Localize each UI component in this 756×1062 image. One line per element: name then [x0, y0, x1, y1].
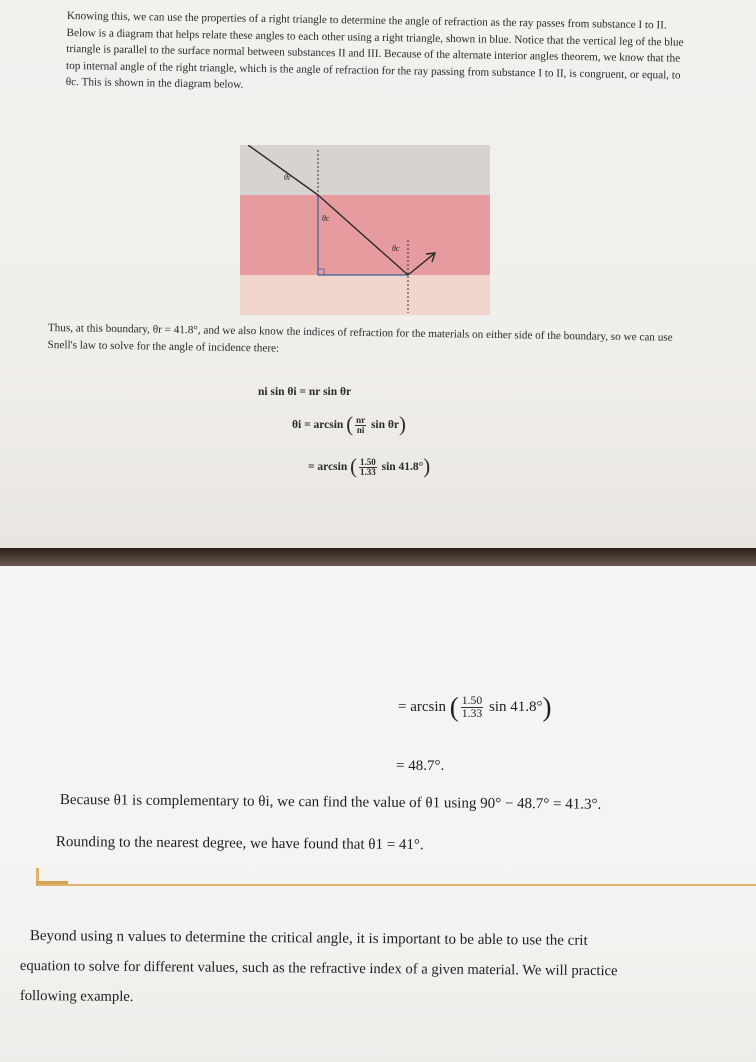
next-section-line-2: equation to solve for different values, such as the refractive index of a given material. We will practice [19, 958, 618, 980]
snell-law-equation: ni sin θi = nr sin θr [258, 386, 352, 398]
fraction-denominator: 1.33 [461, 707, 483, 720]
numeric-fraction [359, 458, 377, 477]
fraction-numerator: 1.50 [461, 694, 483, 708]
eq4-lhs: = arcsin [398, 698, 447, 715]
fraction-denominator: 1.33 [360, 467, 376, 477]
example-box-divider [38, 884, 756, 886]
open-paren: ( [346, 414, 354, 436]
close-paren: ) [399, 414, 406, 436]
substance-i-layer [240, 145, 490, 195]
intro-paragraph: Knowing this, we can use the properties of a right triangle to determine the angle of refraction as the ray passes from substance I to II. Below is a diagram that helps relate these angles to each other using a right triangle, shown in blue. Notice that the vertical leg of the blue triangle is parallel to the surface normal between substances II and III. Because of the alternate interior angles theorem, we know that the top internal angle of the right triangle, which is the angle of refraction for the ray passing from substance I to II, is congruent, or equal, to θc. This is shown in the diagram below. [65, 9, 684, 91]
refraction-diagram [240, 145, 490, 315]
label-theta-i: θi [284, 173, 291, 182]
substance-ii-layer [240, 195, 490, 275]
arcsin-numeric-equation-continued [398, 692, 552, 723]
next-section-line-3: following example. [19, 988, 134, 1005]
eq4-tail: sin 41.8° [488, 698, 543, 715]
label-theta-c-bottom: θc [392, 244, 400, 253]
numeric-fraction [461, 695, 483, 719]
substance-iii-layer [240, 275, 490, 315]
eq3-lhs: = arcsin [308, 461, 348, 474]
arcsin-numeric-equation [308, 456, 430, 479]
close-paren: ) [423, 456, 431, 478]
rounding-sentence: Rounding to the nearest degree, we have found that θ1 = 41°. [55, 834, 424, 854]
open-paren: ( [350, 456, 358, 478]
complementary-sentence: Because θ1 is complementary to θi, we can find the value of θ1 using 90° − 48.7° = 41.3°. [59, 792, 602, 813]
fraction-numerator: nr [356, 415, 366, 426]
eq2-tail: sin θr [370, 419, 399, 432]
fraction-numerator: 1.50 [360, 457, 376, 468]
close-paren: ) [542, 692, 552, 722]
fraction-denominator: ni [356, 425, 365, 435]
result-equation: = 48.7°. [396, 758, 445, 774]
photo-gap [0, 548, 756, 566]
next-section-line-1: Beyond using n values to determine the critical angle, it is important to be able to use the crit [29, 928, 588, 949]
bottom-page-photo [0, 566, 756, 1062]
arcsin-general-equation [292, 414, 406, 437]
open-paren: ( [449, 692, 459, 722]
eq2-lhs: θi = arcsin [292, 419, 344, 432]
eq3-tail: sin 41.8° [381, 461, 424, 474]
label-theta-c-top: θc [322, 214, 330, 223]
boundary-paragraph: Thus, at this boundary, θr = 41.8°, and we also know the indices of refraction for the materials on either side of the boundary, so we can use Snell's law to solve for the angle of incidence there: [47, 321, 673, 355]
index-fraction [355, 416, 366, 435]
